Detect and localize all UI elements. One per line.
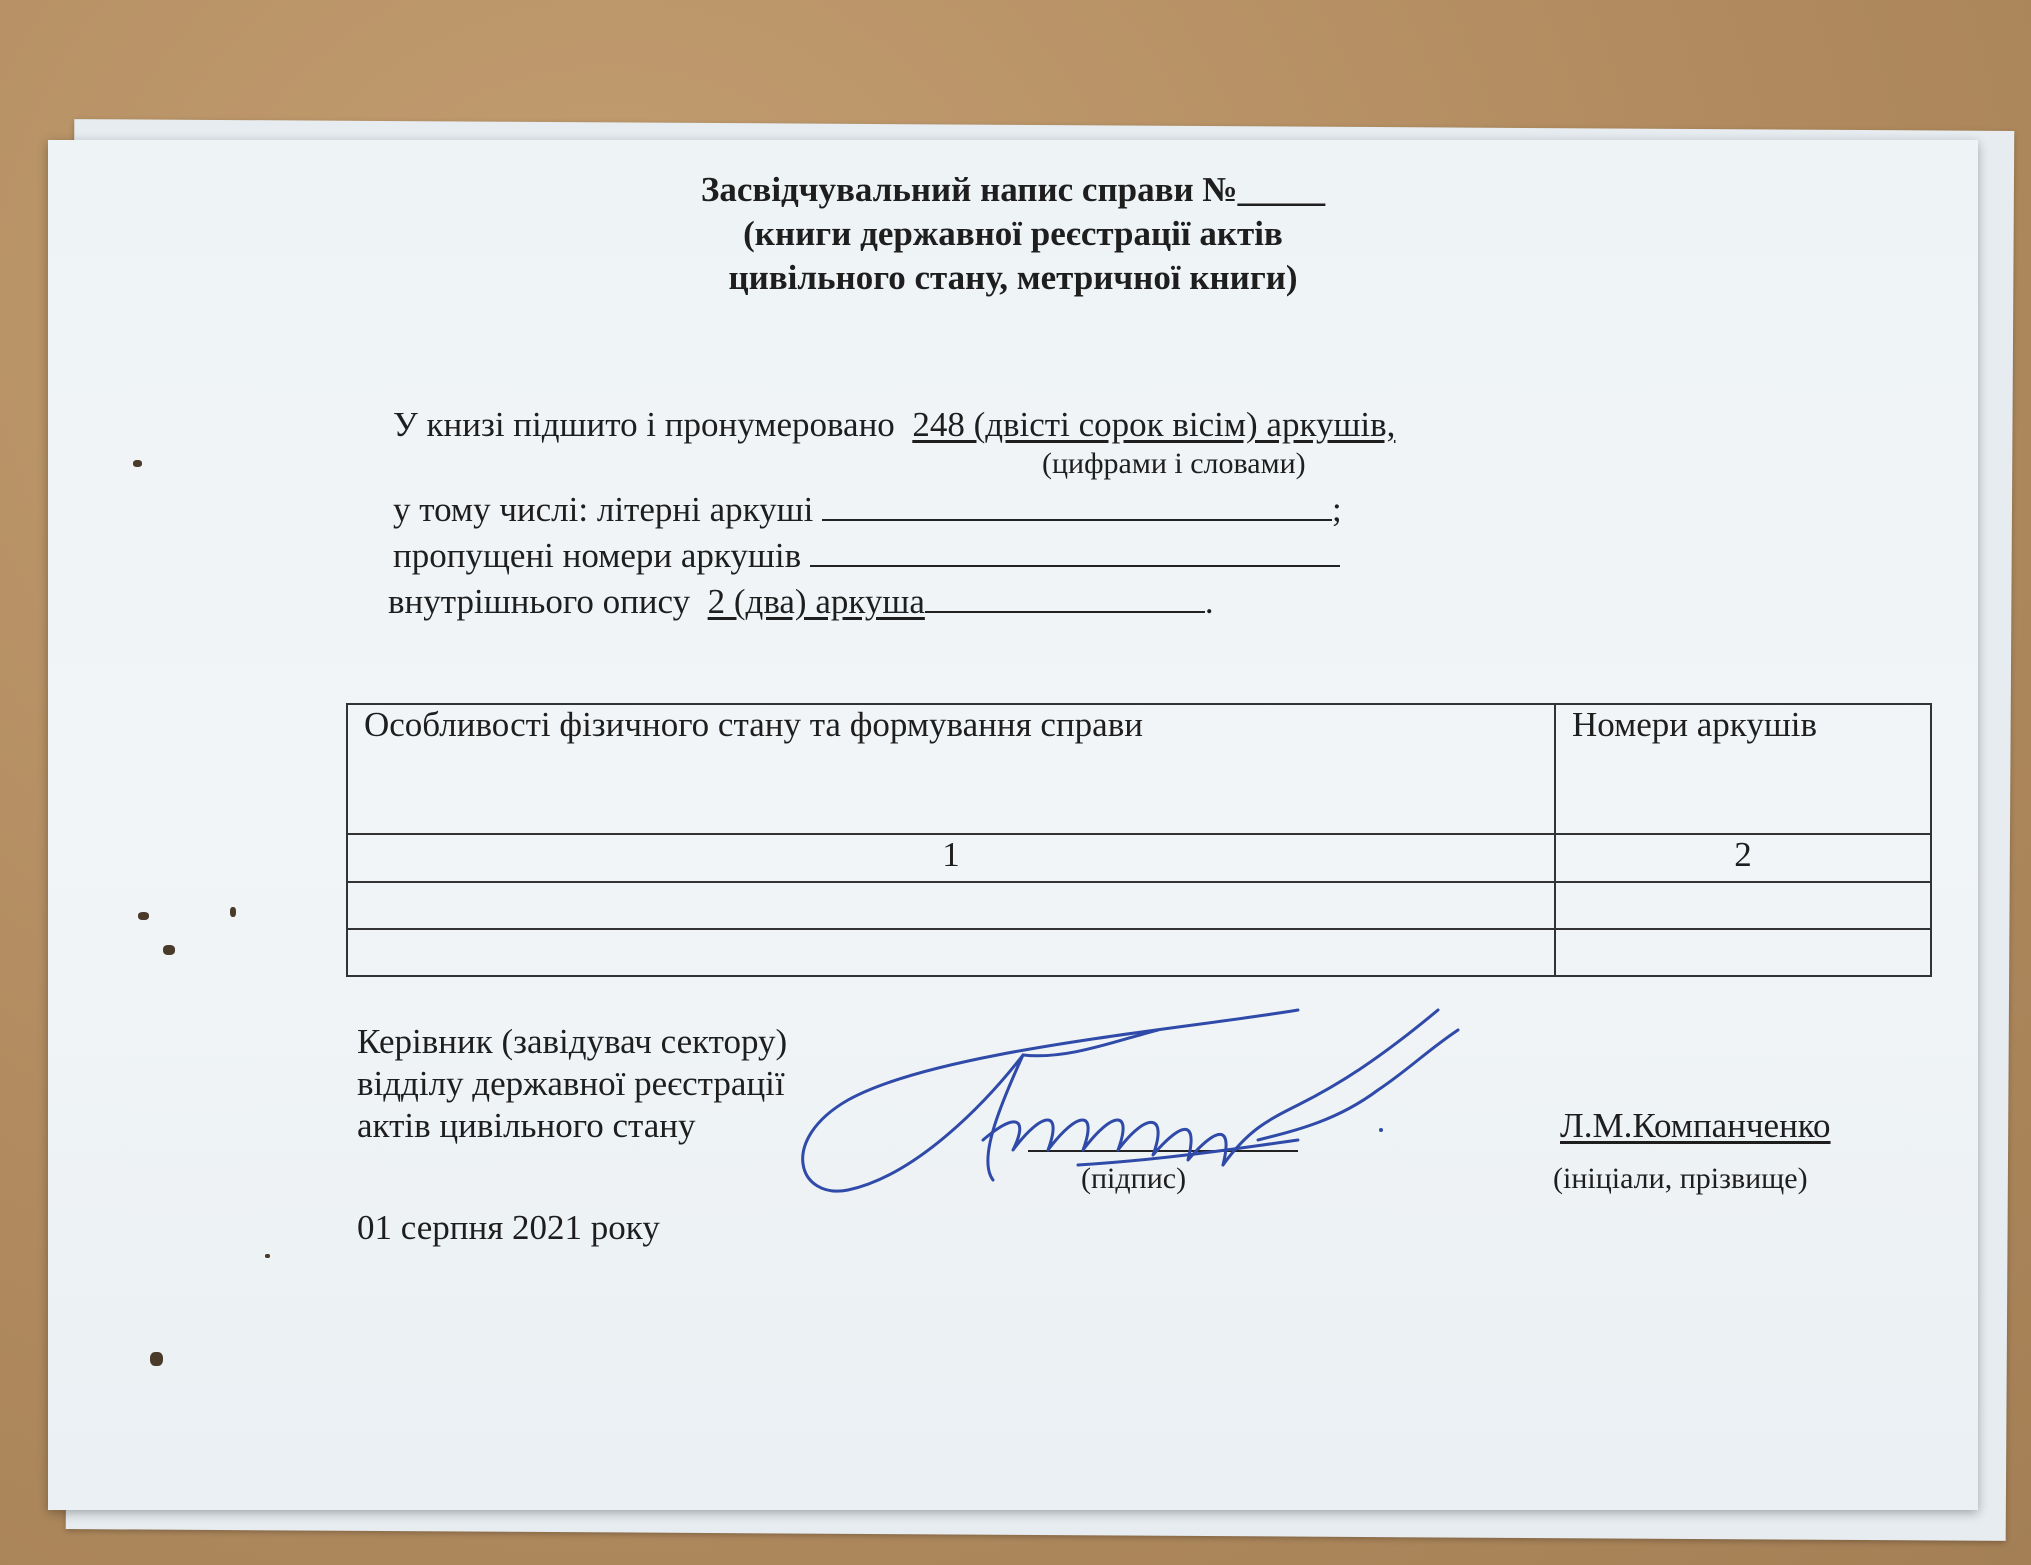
signature-hint: (підпис) xyxy=(1081,1162,1187,1195)
table-cell xyxy=(1555,882,1931,929)
pages-count-label: У книзі підшито і пронумеровано xyxy=(393,405,895,444)
paper-speck xyxy=(150,1352,163,1366)
col-features-header: Особливості фізичного стану та формування справи xyxy=(347,704,1555,834)
document-title: Засвідчувальний напис справи №_____ xyxy=(700,170,1326,209)
position-line-3: актів цивільного стану xyxy=(357,1106,696,1145)
signer-name: Л.М.Компанченко xyxy=(1560,1106,1831,1145)
col-1-number: 1 xyxy=(347,834,1555,882)
document-page xyxy=(48,140,1978,1510)
pages-count-line xyxy=(393,405,1395,445)
paper-speck xyxy=(163,945,175,955)
letter-pages-line xyxy=(393,490,1342,530)
paper-speck xyxy=(133,460,142,467)
missing-numbers-line xyxy=(393,536,1340,576)
signer-name-hint: (ініціали, прізвище) xyxy=(1553,1162,1808,1195)
col-sheet-numbers-header: Номери аркушів xyxy=(1555,704,1931,834)
document-subtitle-1: (книги державної реєстрації актів xyxy=(743,214,1283,253)
letter-pages-end: ; xyxy=(1332,490,1342,529)
inventory-value: 2 (два) аркуша xyxy=(707,582,925,621)
inventory-label: внутрішнього опису xyxy=(388,582,691,621)
inventory-line xyxy=(388,582,1214,622)
position-line-1: Керівник (завідувач сектору) xyxy=(357,1022,788,1061)
table-cell xyxy=(347,882,1555,929)
table-row xyxy=(347,882,1931,929)
col-2-number: 2 xyxy=(1555,834,1931,882)
inventory-blank xyxy=(925,585,1205,613)
document-subtitle-2: цивільного стану, метричної книги) xyxy=(728,258,1298,297)
pages-count-hint: (цифрами і словами) xyxy=(1042,447,1306,480)
table-cell xyxy=(1555,929,1931,976)
table-cell xyxy=(347,929,1555,976)
paper-speck xyxy=(265,1254,270,1258)
paper-speck xyxy=(230,907,236,917)
handwritten-signature xyxy=(778,990,1538,1230)
case-condition-table xyxy=(346,703,1932,977)
letter-pages-label: у тому числі: літерні аркуші xyxy=(393,490,814,529)
missing-numbers-blank xyxy=(810,539,1340,567)
pages-count-value: 248 (двісті сорок вісім) аркушів, xyxy=(912,405,1396,444)
letter-pages-blank xyxy=(822,493,1332,521)
position-line-2: відділу державної реєстрації xyxy=(357,1064,785,1103)
table-header-row xyxy=(347,704,1931,834)
inventory-end: . xyxy=(1204,582,1214,621)
missing-numbers-label: пропущені номери аркушів xyxy=(393,536,802,575)
document-date: 01 серпня 2021 року xyxy=(357,1208,660,1247)
table-row xyxy=(347,929,1931,976)
table-number-row xyxy=(347,834,1931,882)
paper-speck xyxy=(138,912,149,920)
